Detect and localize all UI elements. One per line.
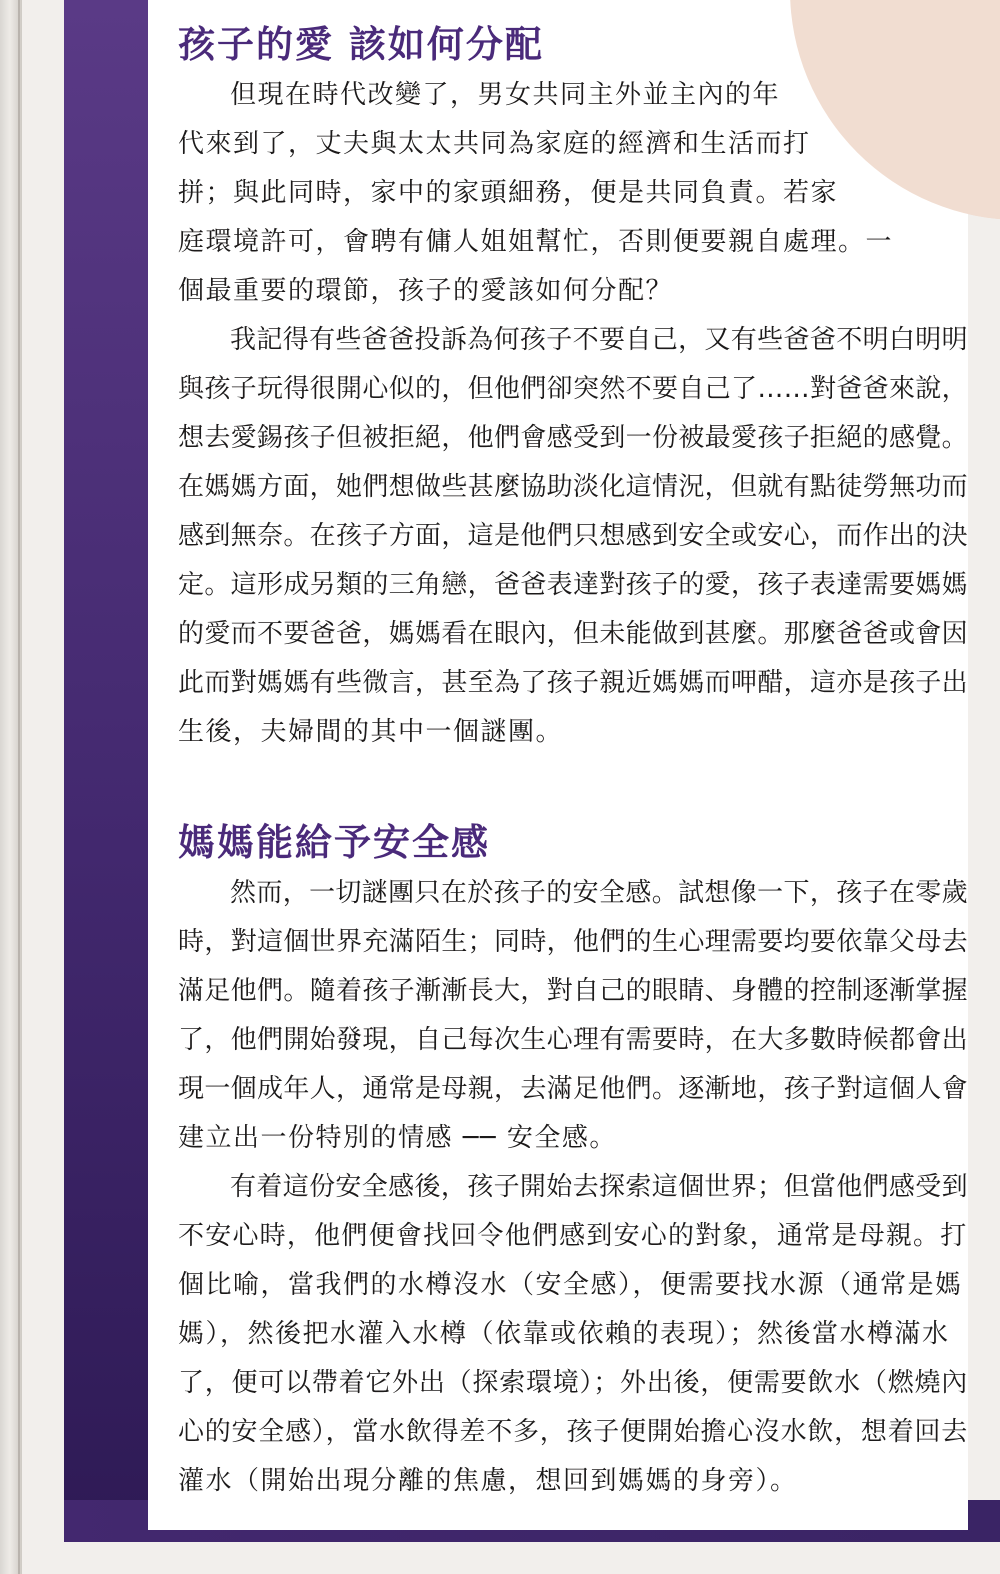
section1-line: 代來到了，丈夫與太太共同為家庭的經濟和生活而打 <box>178 129 811 159</box>
section2-line: 然而，一切謎團只在於孩子的安全感。試想像一下，孩子在零歲 <box>230 878 969 908</box>
section2-line: 時，對這個世界充滿陌生；同時，他們的生心理需要均要依靠父母去 <box>178 927 969 957</box>
section1-line: 定。這形成另類的三角戀，爸爸表達對孩子的愛，孩子表達需要媽媽 <box>178 570 969 600</box>
section1-line: 我記得有些爸爸投訴為何孩子不要自己，又有些爸爸不明白明明 <box>230 325 969 355</box>
section1-line: 與孩子玩得很開心似的，但他們卻突然不要自己了……對爸爸來說， <box>178 374 969 404</box>
section2-line: 了，便可以帶着它外出（探索環境）；外出後，便需要飲水（燃燒內 <box>178 1368 969 1398</box>
page-edge-line <box>18 0 20 1574</box>
section1-line: 但現在時代改變了，男女共同主外並主內的年 <box>230 80 781 110</box>
section1-line: 的愛而不要爸爸，媽媽看在眼內，但未能做到甚麼。那麼爸爸或會因 <box>178 619 969 649</box>
section2-line: 滿足他們。隨着孩子漸漸長大，對自己的眼睛、身體的控制逐漸掌握 <box>178 976 969 1006</box>
purple-side-band <box>64 0 148 1542</box>
section2-line: 媽），然後把水灌入水樽（依靠或依賴的表現）；然後當水樽滿水 <box>178 1319 950 1349</box>
section2-line: 灌水（開始出現分離的焦慮，想回到媽媽的身旁）。 <box>178 1466 798 1496</box>
section1-line: 拼；與此同時，家中的家頭細務，便是共同負責。若家 <box>178 178 839 208</box>
section2-heading: 媽媽能給予安全感 <box>178 821 490 864</box>
section1-line: 在媽媽方面，她們想做些甚麼協助淡化這情況，但就有點徒勞無功而 <box>178 472 969 502</box>
section2-line: 現一個成年人，通常是母親，去滿足他們。逐漸地，孩子對這個人會 <box>178 1074 969 1104</box>
section1-line: 此而對媽媽有些微言，甚至為了孩子親近媽媽而呷醋，這亦是孩子出 <box>178 668 969 698</box>
section1-line: 感到無奈。在孩子方面，這是他們只想感到安全或安心，而作出的決 <box>178 521 969 551</box>
section2-line: 有着這份安全感後，孩子開始去探索這個世界；但當他們感受到 <box>230 1172 969 1202</box>
section1-line: 個最重要的環節，孩子的愛該如何分配？ <box>178 276 674 306</box>
section2-line: 不安心時，他們便會找回令他們感到安心的對象，通常是母親。打 <box>178 1221 968 1251</box>
section1-heading: 孩子的愛 該如何分配 <box>178 23 544 66</box>
section2-line: 個比喻，當我們的水樽沒水（安全感），便需要找水源（通常是媽 <box>178 1270 963 1300</box>
section1-line: 庭環境許可，會聘有傭人姐姐幫忙，否則便要親自處理。一 <box>178 227 894 257</box>
section1-line: 想去愛錫孩子但被拒絕，他們會感受到一份被最愛孩子拒絕的感覺。 <box>178 423 969 453</box>
section2-line: 心的安全感），當水飲得差不多，孩子便開始擔心沒水飲，想着回去 <box>178 1417 969 1447</box>
section1-line: 生後，夫婦間的其中一個謎團。 <box>178 717 564 747</box>
section2-line: 建立出一份特別的情感 ── 安全感。 <box>178 1123 617 1153</box>
section2-line: 了，他們開始發現，自己每次生心理有需要時，在大多數時候都會出 <box>178 1025 969 1055</box>
